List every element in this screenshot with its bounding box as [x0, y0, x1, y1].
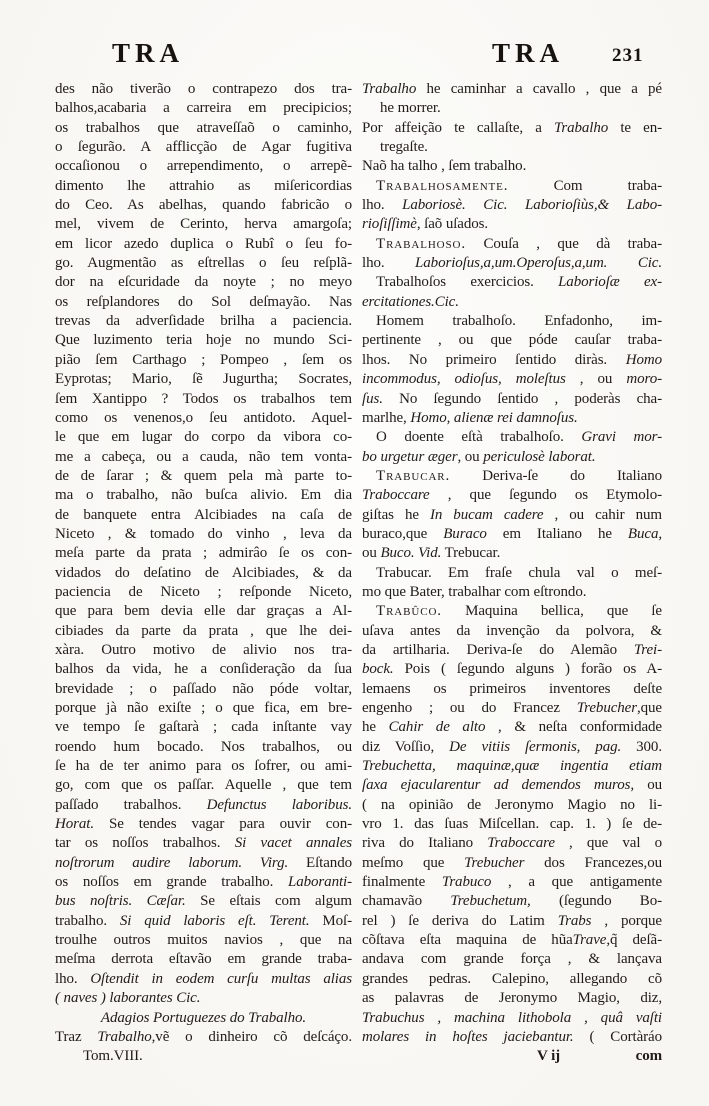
text-segment: ſus. [362, 390, 383, 407]
text-segment: ( na opinião de Jeronymo Magio no li- [362, 796, 662, 813]
text-column-left [55, 80, 352, 1067]
text-line [55, 757, 352, 776]
text-segment: ( naves ) laborantes Cic. [55, 990, 201, 1007]
text-line [362, 815, 662, 834]
text-segment: as palavras de Jeronymo Magio, diz, [362, 990, 662, 1007]
text-line [362, 370, 662, 389]
text-segment: ,que [636, 700, 662, 716]
text-column-right [362, 80, 662, 1067]
text-line [55, 138, 352, 157]
text-segment: Trave [572, 932, 607, 949]
text-line [362, 99, 662, 118]
text-line [362, 215, 662, 234]
text-line [362, 312, 662, 331]
text-line [55, 564, 352, 583]
text-line [55, 390, 352, 409]
text-line [362, 583, 662, 602]
text-segment: , ou cahir num [543, 506, 662, 523]
text-line [55, 80, 352, 99]
text-segment: ou [634, 777, 662, 794]
text-line [362, 177, 662, 196]
text-segment: engenho ; ou do Francez [362, 700, 577, 716]
text-segment: go. Augmentão as eſtrellas o ſeu reſplã- [55, 255, 352, 272]
text-segment: vro 1. das ſuas Miſcellan. cap. 1. ) ſe de- [362, 816, 662, 833]
text-segment: Buco. Vid. [380, 545, 442, 562]
text-segment: Oſtendit in eodem curſu multas alias [90, 970, 352, 987]
text-segment: Si quid laboris eſt. Terent. [119, 912, 310, 929]
text-line [55, 815, 352, 834]
text-segment: , ou [565, 371, 627, 388]
catchword: com [635, 1048, 662, 1065]
text-segment: bock. [362, 661, 394, 678]
text-line [362, 119, 662, 138]
text-line [55, 989, 352, 1008]
text-line [55, 912, 352, 931]
text-segment: Trabalho [553, 119, 609, 136]
text-segment: dos Francezes,ou [524, 854, 662, 871]
text-segment: Trabalhoſos exercicios. [376, 274, 559, 291]
text-segment: Gravi mor- [581, 429, 662, 446]
text-segment: Laborioſæ ex- [558, 274, 662, 291]
text-segment: Trabalho [97, 1028, 152, 1045]
text-segment: O doente eſtà trabalhoſo. [376, 429, 582, 446]
text-line [362, 254, 662, 273]
text-segment: giſtas he [362, 506, 430, 523]
text-segment: porque jà não exiſte ; o que fica, em bre- [55, 700, 352, 716]
text-line [362, 834, 662, 853]
text-segment: (ſegundo Bo- [530, 893, 662, 910]
text-segment: os reſplandores do Sol deſmayão. Nas [55, 293, 352, 310]
text-segment: Se eſtais com algum [185, 893, 352, 910]
text-segment: ſaxa ejacularentur ad demendos muros, [362, 777, 635, 794]
text-line [55, 331, 352, 350]
text-line [362, 989, 662, 1008]
text-line [55, 215, 352, 234]
signature-mark: V ij [537, 1048, 561, 1065]
text-line [362, 1047, 662, 1066]
text-line [362, 293, 662, 312]
page-number: 231 [612, 45, 644, 66]
text-line [55, 273, 352, 292]
text-line [55, 254, 352, 273]
text-line [55, 718, 352, 737]
text-line [362, 525, 662, 544]
text-segment: Traz [55, 1028, 98, 1045]
text-segment: paciencia de Niceto ; reſponde Niceto, [55, 583, 352, 600]
running-header-right: TRA [492, 38, 565, 68]
text-segment: noſtrorum audire laborum. Virg. [55, 854, 289, 871]
text-segment: vidados do deſatino de Alcibiades, & da [55, 564, 352, 581]
text-segment: ,q̃ deſã- [606, 932, 662, 949]
text-line [55, 892, 352, 911]
text-line [55, 235, 352, 254]
text-segment: Trabalhoso. [376, 235, 467, 252]
text-segment: cibiades da parte da prata , que lhe dei- [55, 622, 352, 639]
text-segment: , porque [591, 912, 662, 929]
text-segment: em licor azedo duplica o Rubî o ſeu fo- [55, 235, 352, 252]
text-line [55, 950, 352, 969]
text-line [362, 757, 662, 776]
text-segment: go, com que os paſſar. Aquelle , que tem [55, 777, 352, 794]
text-line [55, 660, 352, 679]
text-segment: Couſa , que dà traba- [466, 235, 662, 252]
text-line [55, 602, 352, 621]
text-line [362, 950, 662, 969]
text-segment: pertinente , ou que póde cauſar traba- [362, 332, 662, 349]
text-segment: , ou [457, 448, 484, 465]
running-header-left: TRA [112, 38, 185, 68]
text-segment: da artilharia. Deriva-ſe do Alemão [362, 641, 634, 658]
text-line [55, 293, 352, 312]
text-segment: balhos da vida, he a conſideração da ſua [55, 661, 352, 678]
text-segment: Traboccare [362, 487, 430, 504]
text-line [362, 776, 662, 795]
text-segment: trevas da adverſidade brilha a paciencia. [55, 313, 352, 330]
text-line [55, 486, 352, 505]
text-segment: Trebucar. [441, 545, 501, 562]
text-segment: uſava antes da invenção da polvora, & [362, 622, 662, 639]
text-segment: , a que antigamente [491, 874, 662, 891]
text-segment: balhos,acabaria a carreira em precipicios; [55, 100, 352, 117]
text-segment: Laboriosè. Cic. Laborioſiùs,& Labo- [402, 197, 662, 214]
text-segment: Homo [625, 351, 662, 368]
text-segment: te en- [608, 119, 662, 136]
text-line [362, 1028, 662, 1047]
text-segment: Trabalhosamente. [376, 177, 509, 194]
text-segment: mel, vivem de Cerinto, herva amargoſa; [55, 216, 352, 233]
text-segment: molares in hoſtes jaciebantur. [362, 1028, 574, 1045]
text-segment: Trabucar. [376, 467, 451, 484]
text-segment: he morrer. [380, 100, 441, 117]
text-segment: , que ſegundo os Etymolo- [429, 487, 662, 504]
text-segment: lho. [362, 197, 403, 214]
text-line [55, 1009, 352, 1028]
text-line [55, 699, 352, 718]
text-line [55, 467, 352, 486]
text-segment: Defunctus laboribus. [206, 796, 352, 813]
text-segment: Laborioſus,a,um.Operoſus,a,um. Cic. [415, 255, 662, 272]
text-line [362, 196, 662, 215]
text-segment: cõſtava eſta maquina de hũa [362, 932, 573, 949]
text-segment: roendo hum bocado. Nos trabalhos, ou [55, 738, 352, 755]
text-line [362, 467, 662, 486]
text-line [55, 544, 352, 563]
text-line [362, 273, 662, 292]
text-segment: paſſado trabalhos. [55, 796, 207, 813]
text-segment: lemaens os primeiros inventores deſte [362, 680, 662, 697]
text-line [55, 641, 352, 660]
text-segment: Homo, alienæ rei damnoſus. [410, 409, 578, 426]
text-line [55, 834, 352, 853]
text-segment: Trabalho [362, 81, 417, 97]
text-segment: ou [362, 545, 381, 562]
text-segment: periculosè laborat. [483, 448, 596, 465]
text-segment: Trebuchetta, maquinæ,quæ ingentia etiam [362, 758, 662, 775]
text-segment: In bucam cadere [429, 506, 544, 523]
text-segment: De vitiis ſermonis, pag. [449, 738, 622, 755]
text-segment: dor na eſcuridade da noyte ; no meyo [55, 274, 352, 291]
text-line [362, 331, 662, 350]
text-segment: Buraco [443, 525, 487, 542]
text-line [362, 718, 662, 737]
text-line [55, 370, 352, 389]
text-segment: tregaſte. [380, 139, 428, 156]
text-segment: Se tendes vagar para ouvir con- [94, 816, 352, 833]
text-segment: meſa parte da prata ; admirâo ſe os con- [55, 545, 352, 562]
text-line [55, 776, 352, 795]
text-segment: riva do Italiano [362, 835, 488, 852]
text-segment: occaſionou o arrependimento, o arrepẽ- [55, 158, 352, 175]
text-segment: Que luzimento teria hoje no mundo Sci- [55, 332, 352, 349]
text-line [362, 912, 662, 931]
text-segment: como os venenos,o ſeu antidoto. Aquel- [55, 409, 352, 426]
text-line [362, 564, 662, 583]
text-line [362, 641, 662, 660]
text-segment: 300. [621, 738, 662, 755]
text-line [55, 1028, 352, 1047]
text-segment: , ſaõ uſados. [416, 216, 489, 233]
text-segment: mo que Bater, trabalhar com eſtrondo. [362, 583, 587, 600]
text-segment: lhos. No primeiro ſentido diràs. [362, 351, 626, 368]
text-line [362, 854, 662, 873]
text-line [55, 680, 352, 699]
text-line [55, 583, 352, 602]
text-segment: em Italiano he [486, 525, 628, 542]
text-segment: Eſtando [288, 854, 352, 871]
text-line [362, 486, 662, 505]
text-line [362, 80, 662, 99]
text-segment: Traboccare [487, 835, 555, 852]
text-segment: Trabucar. Em fraſe chula val o meſ- [376, 564, 662, 581]
text-segment: Buca, [627, 525, 662, 542]
text-segment: bo urgetur æger [362, 448, 458, 465]
text-line [362, 873, 662, 892]
text-segment: pião ſem Carthago ; Pompeo , ſem os [55, 351, 352, 368]
text-line [362, 409, 662, 428]
text-line [362, 390, 662, 409]
text-segment: chamavão [362, 893, 451, 910]
text-line [55, 622, 352, 641]
text-segment: meſma derrota eſtavão em grande traba- [55, 951, 352, 968]
text-line [362, 506, 662, 525]
text-line [55, 854, 352, 873]
text-segment: Niceto , & tomado do vinho , leva da [55, 525, 352, 542]
text-line [362, 680, 662, 699]
text-line [362, 157, 662, 176]
text-line [362, 351, 662, 370]
text-segment: de de ſarar ; & quem pela mà parte to- [55, 467, 352, 484]
text-line [55, 448, 352, 467]
text-segment: Trebuchetum, [450, 893, 531, 910]
text-line [362, 931, 662, 950]
text-segment: Trabuco [441, 874, 492, 891]
text-line [55, 525, 352, 544]
text-segment: Homem trabalhoſo. Enfadonho, im- [376, 313, 662, 330]
text-segment: Com traba- [508, 177, 662, 194]
text-segment: grandes pedras. Calepino, allegando cõ [362, 970, 662, 987]
text-segment: , que val o [554, 835, 662, 852]
text-segment: andava com grande força , & lançava [362, 951, 662, 968]
text-segment: lho. [362, 255, 416, 272]
text-line [362, 892, 662, 911]
text-segment: Maquina bellica, que ſe [441, 603, 662, 620]
text-segment: Moſ- [309, 912, 352, 929]
text-line [55, 931, 352, 950]
text-segment: Horat. [55, 816, 94, 833]
text-segment: he caminhar a cavallo , que a pé [416, 81, 662, 97]
text-segment: No ſegundo ſentido , poderàs cha- [382, 390, 662, 407]
text-segment: ſe ha de ter animo para os ſofrer, ou ami- [55, 758, 352, 775]
text-segment: rel ) ſe deriva do Latim [362, 912, 558, 929]
text-segment: ma o trabalho, não buſca alivio. Em dia [55, 487, 352, 504]
text-segment: tar os noſſos trabalhos. [55, 835, 235, 852]
text-line [55, 351, 352, 370]
text-line [55, 873, 352, 892]
text-line [55, 177, 352, 196]
text-line [55, 428, 352, 447]
text-line [362, 660, 662, 679]
text-segment: Trebucher [576, 700, 637, 716]
text-segment: que para bem devia elle dar graças a Al- [55, 603, 352, 620]
text-segment: Trabs [557, 912, 592, 929]
text-segment: os trabalhos que atraveſſaõ o caminho, [55, 119, 352, 136]
text-segment: meſmo que [362, 854, 465, 871]
text-segment: des não tiverão o contrapezo dos tra- [55, 81, 352, 97]
text-segment: ſem Xantippo ? Todos os trabalhos tem [55, 390, 352, 407]
text-line [362, 699, 662, 718]
text-segment: lho. [55, 970, 91, 987]
text-segment: moro- [626, 371, 662, 388]
text-segment: bus noſtris. Cæſar. [55, 893, 186, 910]
text-line [55, 409, 352, 428]
text-line [362, 448, 662, 467]
text-segment: me a cabeça, ou a cauda, não tem vonta- [55, 448, 352, 465]
text-segment: Deriva-ſe do Italiano [450, 467, 662, 484]
text-segment: Trabuchus , machina lithobola , quâ vaſti [362, 1009, 662, 1026]
text-segment: Naõ ha talho , ſem trabalho. [362, 158, 527, 175]
text-line [362, 544, 662, 563]
text-segment: Si vacet annales [234, 835, 352, 852]
text-segment: Pois ( ſegundo alguns ) forão os A- [393, 661, 662, 678]
text-segment: finalmente [362, 874, 442, 891]
text-line [55, 506, 352, 525]
text-line [55, 99, 352, 118]
text-line [55, 119, 352, 138]
text-segment: brevidade ; o paſſado não póde voltar, [55, 680, 352, 697]
text-segment: ercitationes.Cic. [362, 293, 459, 310]
text-segment: troulhe outros muitos navios , que na [55, 932, 352, 949]
text-segment: buraco,que [362, 525, 444, 542]
text-segment: ve tempo ſe gaſtarà ; cada inſtante vay [55, 719, 352, 736]
text-segment: Por affeição te callaſte, a [362, 119, 554, 136]
text-line [362, 1009, 662, 1028]
text-line [55, 157, 352, 176]
text-line [362, 796, 662, 815]
text-segment: os noſſos em grande trabalho. [55, 874, 288, 891]
text-segment: trabalho. [55, 912, 120, 929]
text-line [55, 312, 352, 331]
text-segment: he [362, 719, 389, 736]
text-line [55, 970, 352, 989]
text-segment: Eyprotas; Mario, ſẽ Jugurtha; Socrates, [55, 371, 352, 388]
text-segment: Cahir de alto [388, 719, 486, 736]
text-line [362, 622, 662, 641]
text-segment: o ſegurão. A afflicção de Agar fugitiva [55, 139, 352, 156]
text-line [362, 428, 662, 447]
text-segment: le que em lugar do corpo da vibora co- [55, 429, 352, 446]
text-segment: incommodus, odioſus, moleſtus [362, 371, 566, 388]
text-segment: Trebucher [464, 854, 525, 871]
text-segment: ,vẽ o dinheiro cõ deſcáço. [151, 1028, 352, 1045]
text-segment: rioſiſſimè [362, 216, 417, 233]
text-line [362, 738, 662, 757]
text-segment: dimento lhe attrahio as miſericordias [55, 177, 352, 194]
text-line [362, 602, 662, 621]
text-segment: Tom.VIII. [83, 1048, 143, 1065]
text-line [362, 970, 662, 989]
text-segment: Laboranti- [287, 874, 352, 891]
text-segment: Trabûco. [376, 603, 442, 620]
text-segment: xàra. Outro motivo de alivio nos tra- [55, 641, 352, 658]
text-segment: marlhe, [362, 409, 411, 426]
text-segment: Adagios Portuguezes do Trabalho. [100, 1009, 307, 1026]
text-line [362, 235, 662, 254]
text-line [55, 796, 352, 815]
text-line [55, 1047, 352, 1066]
text-segment: do Ceo. As abelhas, quando fabricão o [55, 197, 352, 214]
text-segment: ( Cortàráo [573, 1028, 662, 1045]
text-line [362, 138, 662, 157]
text-line [55, 738, 352, 757]
text-segment: diz Voſſio, [362, 738, 450, 755]
text-segment: , & neſta conformidade [485, 719, 662, 736]
text-segment: de banquete entra Alcibiades na caſa de [55, 506, 352, 523]
text-line [55, 196, 352, 215]
text-segment: Trei- [633, 641, 662, 658]
